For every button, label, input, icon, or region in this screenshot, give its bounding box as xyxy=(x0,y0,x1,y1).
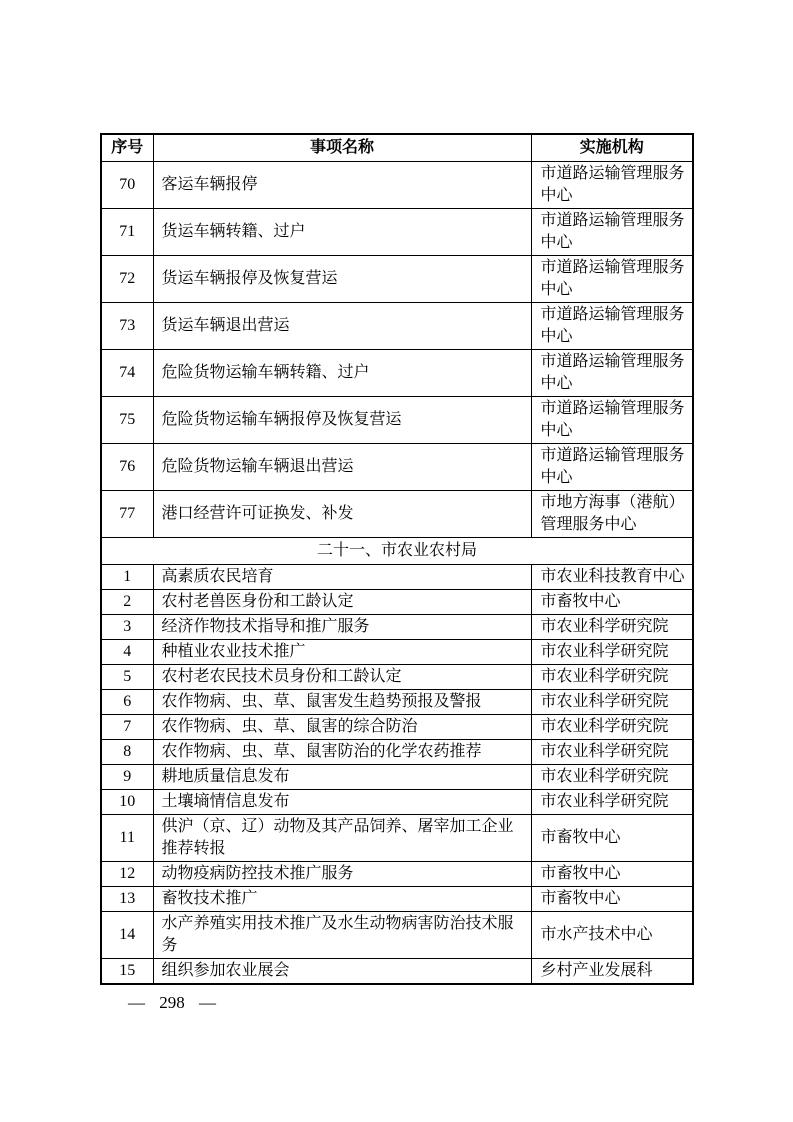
row-number-cell: 4 xyxy=(101,640,153,665)
row-number-cell: 72 xyxy=(101,256,153,303)
page-number: — 298 — xyxy=(128,993,216,1012)
item-name-cell: 客运车辆报停 xyxy=(153,162,531,209)
table-row xyxy=(101,350,693,397)
org-cell: 市地方海事（港航）管理服务中心 xyxy=(531,491,693,538)
table-row xyxy=(101,491,693,538)
item-name-cell: 港口经营许可证换发、补发 xyxy=(153,491,531,538)
item-name-cell: 农村老兽医身份和工龄认定 xyxy=(153,590,531,615)
section-header-title: 二十一、市农业农村局 xyxy=(101,538,693,565)
row-number-cell: 9 xyxy=(101,765,153,790)
org-cell: 市农业科学研究院 xyxy=(531,615,693,640)
table-row xyxy=(101,740,693,765)
item-name-cell: 农作物病、虫、草、鼠害发生趋势预报及警报 xyxy=(153,690,531,715)
row-number-cell: 15 xyxy=(101,959,153,985)
table-row xyxy=(101,444,693,491)
org-cell: 市畜牧中心 xyxy=(531,590,693,615)
org-cell: 市道路运输管理服务中心 xyxy=(531,303,693,350)
table-row xyxy=(101,765,693,790)
row-number-cell: 11 xyxy=(101,815,153,862)
row-number-cell: 2 xyxy=(101,590,153,615)
org-cell: 市农业科学研究院 xyxy=(531,740,693,765)
column-header-number: 序号 xyxy=(101,134,153,162)
table-row xyxy=(101,690,693,715)
table-row xyxy=(101,640,693,665)
item-name-cell: 经济作物技术指导和推广服务 xyxy=(153,615,531,640)
table-row xyxy=(101,790,693,815)
table-row xyxy=(101,912,693,959)
row-number-cell: 73 xyxy=(101,303,153,350)
org-cell: 市农业科技教育中心 xyxy=(531,565,693,590)
table-row xyxy=(101,615,693,640)
table-row xyxy=(101,162,693,209)
row-number-cell: 74 xyxy=(101,350,153,397)
item-name-cell: 危险货物运输车辆报停及恢复营运 xyxy=(153,397,531,444)
org-cell: 乡村产业发展科 xyxy=(531,959,693,985)
table-row xyxy=(101,959,693,985)
table-row xyxy=(101,256,693,303)
column-header-item-name: 事项名称 xyxy=(153,134,531,162)
item-name-cell: 危险货物运输车辆退出营运 xyxy=(153,444,531,491)
row-number-cell: 75 xyxy=(101,397,153,444)
item-name-cell: 农作物病、虫、草、鼠害防治的化学农药推荐 xyxy=(153,740,531,765)
table-header-row xyxy=(101,134,693,162)
item-name-cell: 危险货物运输车辆转籍、过户 xyxy=(153,350,531,397)
item-name-cell: 高素质农民培育 xyxy=(153,565,531,590)
row-number-cell: 14 xyxy=(101,912,153,959)
org-cell: 市畜牧中心 xyxy=(531,862,693,887)
org-cell: 市农业科学研究院 xyxy=(531,665,693,690)
row-number-cell: 8 xyxy=(101,740,153,765)
org-cell: 市农业科学研究院 xyxy=(531,790,693,815)
row-number-cell: 77 xyxy=(101,491,153,538)
table-row xyxy=(101,565,693,590)
org-cell: 市道路运输管理服务中心 xyxy=(531,256,693,303)
item-name-cell: 供沪（京、辽）动物及其产品饲养、屠宰加工企业推荐转报 xyxy=(153,815,531,862)
row-number-cell: 7 xyxy=(101,715,153,740)
item-name-cell: 农作物病、虫、草、鼠害的综合防治 xyxy=(153,715,531,740)
org-cell: 市道路运输管理服务中心 xyxy=(531,444,693,491)
org-cell: 市农业科学研究院 xyxy=(531,765,693,790)
org-cell: 市道路运输管理服务中心 xyxy=(531,350,693,397)
org-cell: 市道路运输管理服务中心 xyxy=(531,397,693,444)
table-row xyxy=(101,887,693,912)
org-cell: 市农业科学研究院 xyxy=(531,715,693,740)
table-row xyxy=(101,715,693,740)
item-name-cell: 货运车辆退出营运 xyxy=(153,303,531,350)
table-row xyxy=(101,815,693,862)
column-header-org: 实施机构 xyxy=(531,134,693,162)
service-items-table xyxy=(100,133,694,985)
row-number-cell: 6 xyxy=(101,690,153,715)
item-name-cell: 水产养殖实用技术推广及水生动物病害防治技术服务 xyxy=(153,912,531,959)
org-cell: 市农业科学研究院 xyxy=(531,640,693,665)
item-name-cell: 种植业农业技术推广 xyxy=(153,640,531,665)
table-row xyxy=(101,862,693,887)
item-name-cell: 动物疫病防控技术推广服务 xyxy=(153,862,531,887)
table-row xyxy=(101,590,693,615)
table-row xyxy=(101,665,693,690)
row-number-cell: 1 xyxy=(101,565,153,590)
table-row xyxy=(101,303,693,350)
row-number-cell: 70 xyxy=(101,162,153,209)
table-row xyxy=(101,397,693,444)
section-header-row xyxy=(101,538,693,565)
row-number-cell: 5 xyxy=(101,665,153,690)
row-number-cell: 76 xyxy=(101,444,153,491)
org-cell: 市道路运输管理服务中心 xyxy=(531,209,693,256)
item-name-cell: 组织参加农业展会 xyxy=(153,959,531,985)
org-cell: 市畜牧中心 xyxy=(531,887,693,912)
table-row xyxy=(101,209,693,256)
row-number-cell: 71 xyxy=(101,209,153,256)
item-name-cell: 土壤墒情信息发布 xyxy=(153,790,531,815)
item-name-cell: 货运车辆转籍、过户 xyxy=(153,209,531,256)
item-name-cell: 畜牧技术推广 xyxy=(153,887,531,912)
row-number-cell: 12 xyxy=(101,862,153,887)
item-name-cell: 农村老农民技术员身份和工龄认定 xyxy=(153,665,531,690)
org-cell: 市水产技术中心 xyxy=(531,912,693,959)
item-name-cell: 耕地质量信息发布 xyxy=(153,765,531,790)
org-cell: 市畜牧中心 xyxy=(531,815,693,862)
row-number-cell: 10 xyxy=(101,790,153,815)
row-number-cell: 13 xyxy=(101,887,153,912)
row-number-cell: 3 xyxy=(101,615,153,640)
item-name-cell: 货运车辆报停及恢复营运 xyxy=(153,256,531,303)
org-cell: 市农业科学研究院 xyxy=(531,690,693,715)
org-cell: 市道路运输管理服务中心 xyxy=(531,162,693,209)
table-body xyxy=(101,162,693,985)
